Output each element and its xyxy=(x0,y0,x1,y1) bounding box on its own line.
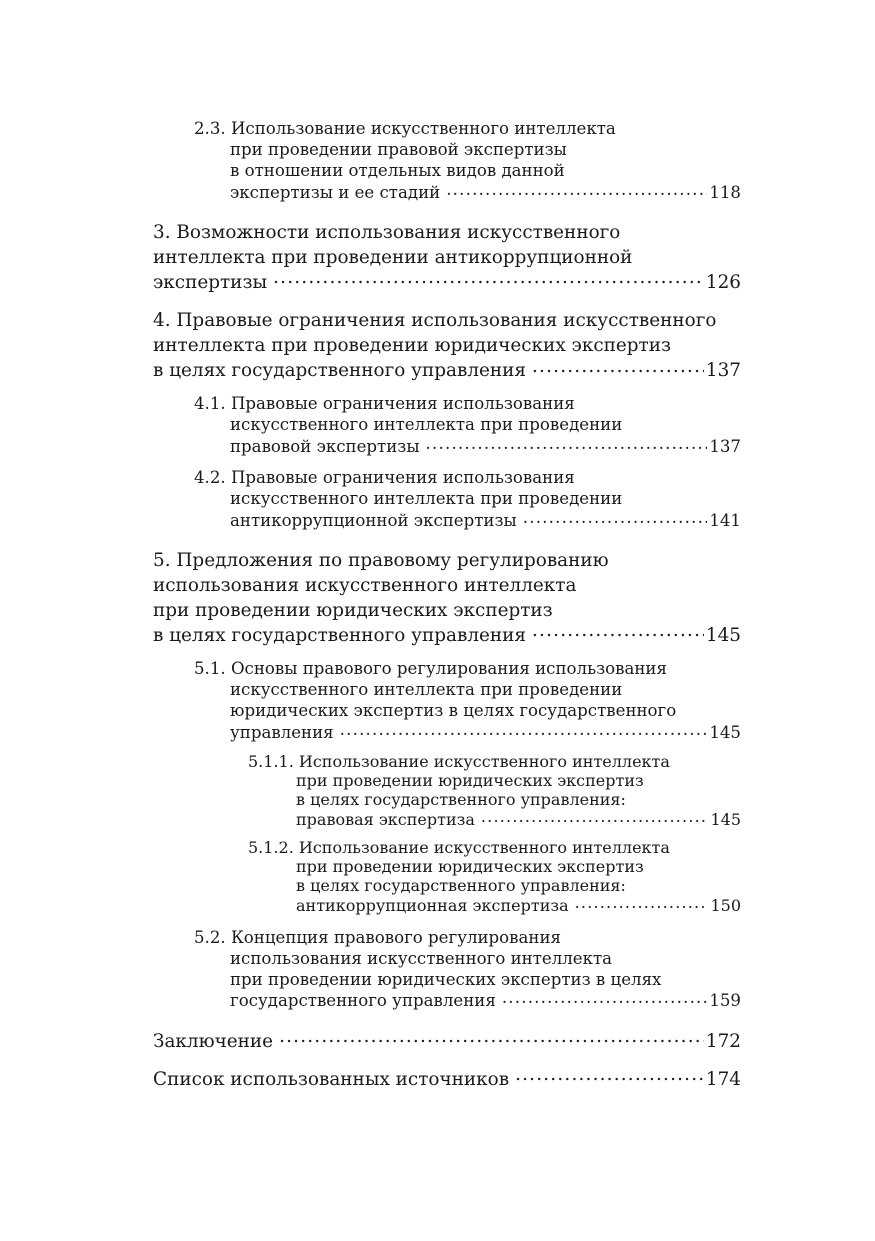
toc-entry-title-line: при проведении юридических экспертиз xyxy=(296,856,644,876)
toc-entry-title-line: искусственного интеллекта при проведении xyxy=(230,488,623,508)
toc-page-number: 159 xyxy=(709,991,741,1011)
toc-entry-title-line: использования искусственного интеллекта xyxy=(153,574,577,596)
toc-entry-title-line: 4.2. Правовые ограничения использования xyxy=(194,467,575,487)
toc-entry-4-1[interactable] xyxy=(194,393,741,457)
toc-entry-title-line: юридических экспертиз в целях государственного xyxy=(230,700,677,720)
dot-leader xyxy=(273,270,704,288)
toc-entry-title-line: 2.3. Использование искусственного интеллекта xyxy=(194,119,616,138)
dot-leader xyxy=(575,895,709,911)
toc-entry-5-1-2[interactable] xyxy=(248,838,741,915)
toc-entry-5-2[interactable] xyxy=(194,927,741,1012)
dot-leader xyxy=(279,1028,704,1046)
toc-entry-title-line: при проведении юридических экспертиз в целях xyxy=(230,969,662,989)
toc-entry-title-line: интеллекта при проведении юридических экспертиз xyxy=(153,334,671,356)
toc-page-number: 137 xyxy=(705,360,741,382)
toc-entry-title-line: в целях государственного управления: xyxy=(296,875,626,895)
toc-entry-title-line: управления xyxy=(230,722,334,742)
toc-entry-5-1-1[interactable] xyxy=(248,752,741,829)
toc-entry-title-line: в целях государственного управления xyxy=(153,360,527,382)
dot-leader xyxy=(502,990,708,1007)
toc-entry-title-line: правовая экспертиза xyxy=(296,809,475,829)
toc-entry-conclusion[interactable] xyxy=(153,1028,741,1053)
toc-entry-3[interactable] xyxy=(153,220,741,295)
toc-page-number: 150 xyxy=(710,895,741,915)
toc-page-number: 174 xyxy=(705,1068,741,1090)
toc-entry-2-3[interactable] xyxy=(194,118,741,203)
dot-leader xyxy=(532,623,704,641)
dot-leader xyxy=(446,181,707,198)
toc-entry-title-line: при проведении юридических экспертиз xyxy=(153,599,553,621)
dot-leader xyxy=(340,721,708,738)
toc-entry-title-line: 3. Возможности использования искусственного xyxy=(153,221,621,243)
toc-entry-title-line: в целях государственного управления xyxy=(153,624,527,646)
toc-entry-title-line: в отношении отдельных видов данной xyxy=(230,161,565,180)
toc-entry-title-line: Список использованных источников xyxy=(153,1068,510,1090)
dot-leader xyxy=(523,509,708,526)
toc-page-number: 172 xyxy=(705,1030,741,1052)
toc-entry-title-line: правовой экспертизы xyxy=(230,436,420,456)
toc-entry-title-line: 5.1.2. Использование искусственного интеллекта xyxy=(248,837,670,857)
toc-page-number: 137 xyxy=(709,436,741,456)
toc-entry-title-line: при проведении юридических экспертиз xyxy=(296,770,644,790)
toc-entry-title-line: экспертизы и ее стадий xyxy=(230,182,441,202)
toc-entry-title-line: использования искусственного интеллекта xyxy=(230,948,613,968)
toc-page-number: 145 xyxy=(710,809,741,829)
toc-entry-4[interactable] xyxy=(153,308,741,383)
toc-entry-title-line: антикоррупционной экспертизы xyxy=(230,510,517,530)
toc-entry-title-line: искусственного интеллекта при проведении xyxy=(230,415,623,435)
toc-entry-title-line: экспертизы xyxy=(153,271,268,293)
dot-leader xyxy=(532,358,704,376)
toc-page-number: 145 xyxy=(705,624,741,646)
toc-page-number: 141 xyxy=(709,510,741,530)
toc-entry-5-1[interactable] xyxy=(194,658,741,743)
toc-entry-title-line: искусственного интеллекта при проведении xyxy=(230,679,623,699)
toc-entry-sources[interactable] xyxy=(153,1067,741,1092)
toc-entry-title-line: при проведении правовой экспертизы xyxy=(230,140,567,159)
toc-entry-4-2[interactable] xyxy=(194,467,741,531)
toc-entry-title-line: в целях государственного управления: xyxy=(296,789,626,809)
toc-entry-title-line: государственного управления xyxy=(230,991,496,1011)
table-of-contents xyxy=(153,118,741,1092)
toc-entry-title-line: 5.1.1. Использование искусственного интеллекта xyxy=(248,751,670,771)
toc-entry-title-line: 4.1. Правовые ограничения использования xyxy=(194,394,575,414)
toc-page-number: 118 xyxy=(709,182,741,202)
toc-entry-title-line: 5.2. Концепция правового регулирования xyxy=(194,927,561,947)
toc-entry-title-line: 5. Предложения по правовому регулированию xyxy=(153,549,609,571)
dot-leader xyxy=(515,1067,704,1085)
toc-entry-5[interactable] xyxy=(153,548,741,648)
toc-entry-title-line: 4. Правовые ограничения использования искусственного xyxy=(153,309,717,331)
dot-leader xyxy=(426,435,708,452)
toc-page-number: 145 xyxy=(709,722,741,742)
toc-entry-title-line: интеллекта при проведении антикоррупционной xyxy=(153,246,633,268)
toc-entry-title-line: антикоррупционная экспертиза xyxy=(296,895,569,915)
toc-entry-title-line: Заключение xyxy=(153,1030,274,1052)
toc-entry-title-line: 5.1. Основы правового регулирования использования xyxy=(194,658,667,678)
dot-leader xyxy=(481,809,709,825)
toc-page-number: 126 xyxy=(705,271,741,293)
